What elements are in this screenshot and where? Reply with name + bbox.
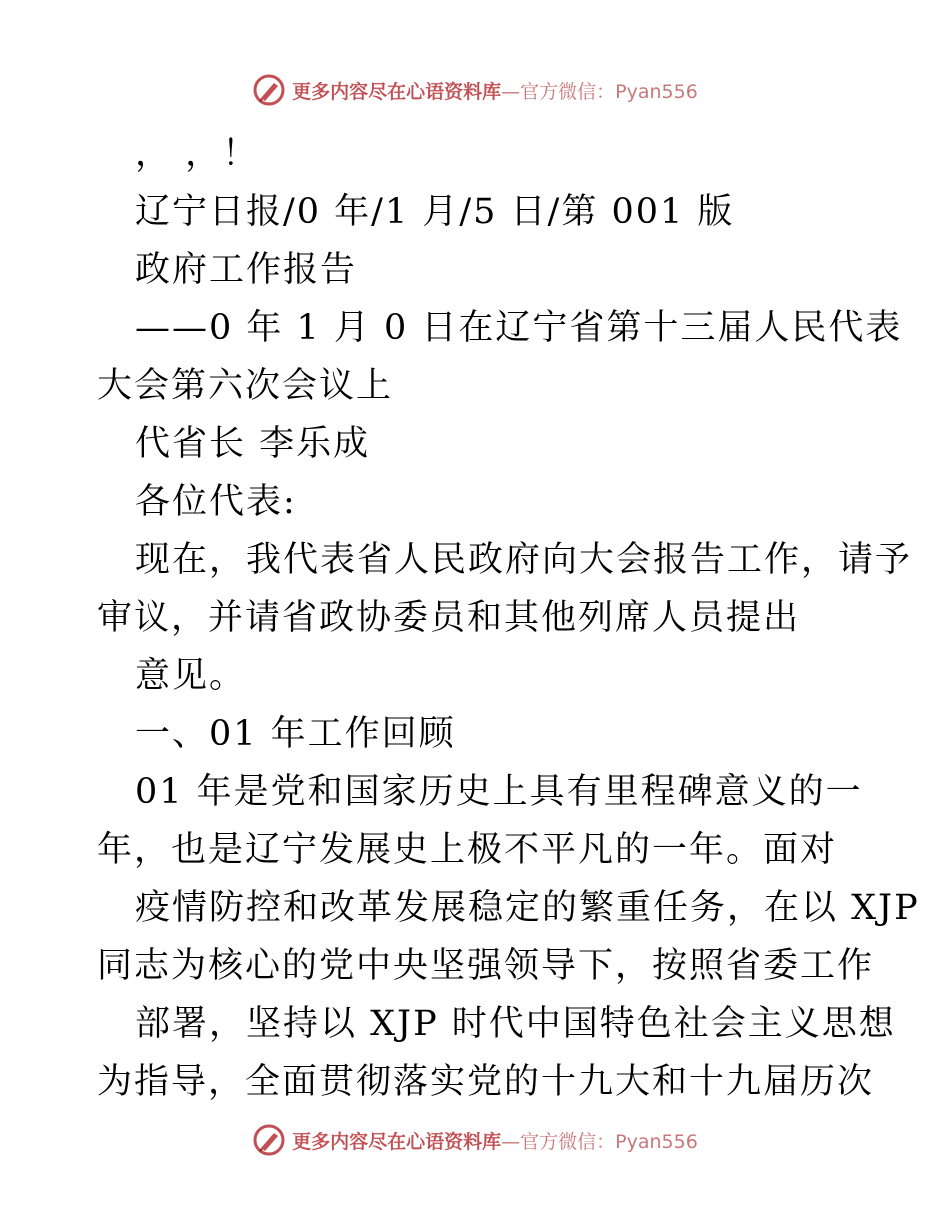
document-line: 现在，我代表省人民政府向大会报告工作，请予	[135, 540, 913, 580]
watermark-main: 更多内容尽在心语资料库	[292, 80, 502, 103]
document-line: ， ，！	[135, 134, 260, 174]
document-line: 一、01 年工作回顾	[135, 714, 456, 754]
watermark-separator: —	[501, 80, 521, 103]
watermark-contact: 官方微信：Pyan556	[520, 80, 698, 103]
watermark-text	[292, 1127, 698, 1154]
pen-logo-icon	[252, 1123, 286, 1157]
document-line: 大会第六次会议上	[97, 366, 394, 406]
document-line: 为指导，全面贯彻落实党的十九大和十九届历次	[97, 1062, 875, 1102]
document-body	[97, 125, 920, 1111]
watermark-separator: —	[501, 1130, 521, 1153]
watermark-contact: 官方微信：Pyan556	[520, 1130, 698, 1153]
document-line: 部署，坚持以 XJP 时代中国特色社会主义思想	[135, 1004, 896, 1044]
document-line: 01 年是党和国家历史上具有里程碑意义的一	[135, 772, 863, 812]
document-line: 年，也是辽宁发展史上极不平凡的一年。面对	[97, 830, 838, 870]
document-line: 代省长 李乐成	[135, 424, 371, 464]
document-line: 辽宁日报/0 年/1 月/5 日/第 001 版	[135, 192, 735, 232]
document-line: 各位代表:	[135, 482, 297, 522]
document-line: ——0 年 1 月 0 日在辽宁省第十三届人民代表	[135, 308, 903, 348]
document-line: 审议，并请省政协委员和其他列席人员提出	[97, 598, 801, 638]
document-line: 同志为核心的党中央坚强领导下，按照省委工作	[97, 946, 875, 986]
document-line: 政府工作报告	[135, 250, 358, 290]
footer-watermark-banner	[0, 1120, 950, 1160]
document-line: 疫情防控和改革发展稳定的繁重任务，在以 XJP	[135, 888, 920, 928]
watermark-main: 更多内容尽在心语资料库	[292, 1130, 502, 1153]
pen-logo-icon	[252, 73, 286, 107]
document-line: 意见。	[135, 656, 247, 696]
header-watermark-banner	[0, 70, 950, 110]
watermark-text	[292, 77, 698, 104]
